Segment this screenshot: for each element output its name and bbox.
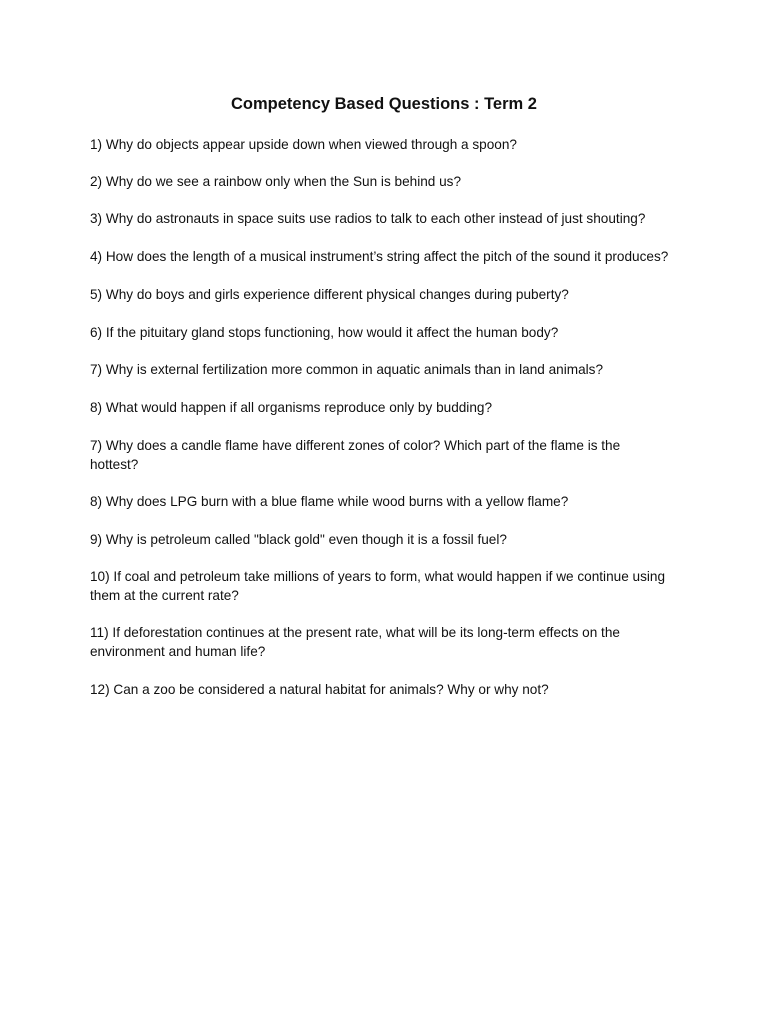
question-item: 4) How does the length of a musical instrument’s string affect the pitch of the sound it produces? <box>90 249 669 264</box>
question-item: 8) Why does LPG burn with a blue flame while wood burns with a yellow flame? <box>90 494 569 509</box>
question-item: 6) If the pituitary gland stops functioning, how would it affect the human body? <box>90 325 559 340</box>
question-item: 5) Why do boys and girls experience different physical changes during puberty? <box>90 287 569 302</box>
question-item: 10) If coal and petroleum take millions of years to form, what would happen if we continue using them at the current rate? <box>90 569 666 603</box>
question-item: 12) Can a zoo be considered a natural habitat for animals? Why or why not? <box>90 682 549 697</box>
question-item: 9) Why is petroleum called "black gold" even though it is a fossil fuel? <box>90 532 507 547</box>
page-title: Competency Based Questions : Term 2 <box>231 95 537 113</box>
question-item: 3) Why do astronauts in space suits use radios to talk to each other instead of just shouting? <box>90 211 646 226</box>
question-item: 8) What would happen if all organisms reproduce only by budding? <box>90 400 493 415</box>
question-item: 2) Why do we see a rainbow only when the Sun is behind us? <box>90 174 462 189</box>
question-item: 11) If deforestation continues at the present rate, what will be its long-term effects on the environment and human life? <box>90 625 620 659</box>
question-item: 7) Why does a candle flame have different zones of color? Which part of the flame is the hottest? <box>90 438 621 472</box>
question-item: 1) Why do objects appear upside down when viewed through a spoon? <box>90 137 517 152</box>
question-item: 7) Why is external fertilization more common in aquatic animals than in land animals? <box>90 362 604 377</box>
